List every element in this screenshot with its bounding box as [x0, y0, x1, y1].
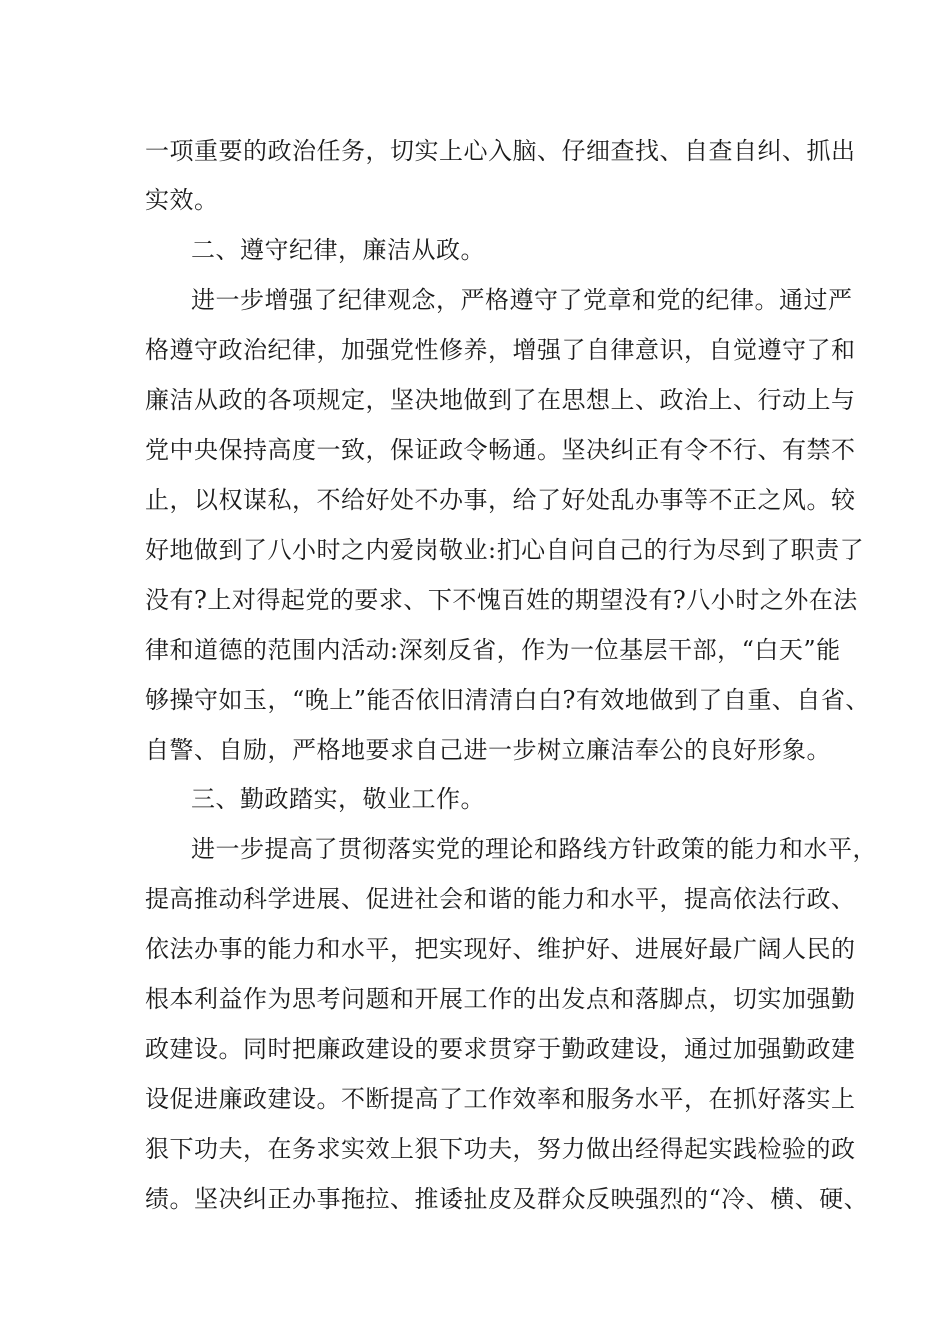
text-line: 一项重要的政治任务，切实上心入脑、仔细查找、自查自纠、抓出 [145, 137, 856, 165]
text-line: 止，以权谋私，不给好处不办事，给了好处乱办事等不正之风。较 [145, 486, 856, 514]
section-heading: 三、勤政踏实，敬业工作。 [191, 785, 485, 813]
text-line: 设促进廉政建设。不断提高了工作效率和服务水平，在抓好落实上 [145, 1085, 856, 1113]
text-line: 实效。 [145, 186, 219, 214]
text-line: 党中央保持高度一致，保证政令畅通。坚决纠正有令不行、有禁不 [145, 436, 856, 464]
text-line: 好地做到了八小时之内爱岗敬业:扪心自问自己的行为尽到了职责了 [145, 536, 865, 564]
text-line: 律和道德的范围内活动:深刻反省，作为一位基层干部，“白天”能 [145, 636, 841, 664]
text-line: 提高推动科学进展、促进社会和谐的能力和水平，提高依法行政、 [145, 885, 856, 913]
text-line: 廉洁从政的各项规定，坚决地做到了在思想上、政治上、行动上与 [145, 386, 856, 414]
text-line: 狠下功夫，在务求实效上狠下功夫，努力做出经得起实践检验的政 [145, 1135, 856, 1163]
text-line: 根本利益作为思考问题和开展工作的出发点和落脚点，切实加强勤 [145, 985, 856, 1013]
text-line: 没有?上对得起党的要求、下不愧百姓的期望没有?八小时之外在法 [145, 586, 858, 614]
text-line: 绩。坚决纠正办事拖拉、推诿扯皮及群众反映强烈的“冷、横、硬、 [145, 1185, 869, 1213]
text-line: 够操守如玉，“晚上”能否依旧清清白白?有效地做到了自重、自省、 [145, 686, 870, 714]
text-line: 依法办事的能力和水平，把实现好、维护好、进展好最广阔人民的 [145, 935, 856, 963]
section-heading: 二、遵守纪律，廉洁从政。 [191, 236, 485, 264]
text-line: 自警、自励，严格地要求自己进一步树立廉洁奉公的良好形象。 [145, 736, 831, 764]
text-line: 政建设。同时把廉政建设的要求贯穿于勤政建设，通过加强勤政建 [145, 1035, 856, 1063]
text-line: 进一步提高了贯彻落实党的理论和路线方针政策的能力和水平， [191, 835, 877, 863]
text-line: 进一步增强了纪律观念，严格遵守了党章和党的纪律。通过严 [191, 286, 853, 314]
text-line: 格遵守政治纪律，加强党性修养，增强了自律意识，自觉遵守了和 [145, 336, 856, 364]
